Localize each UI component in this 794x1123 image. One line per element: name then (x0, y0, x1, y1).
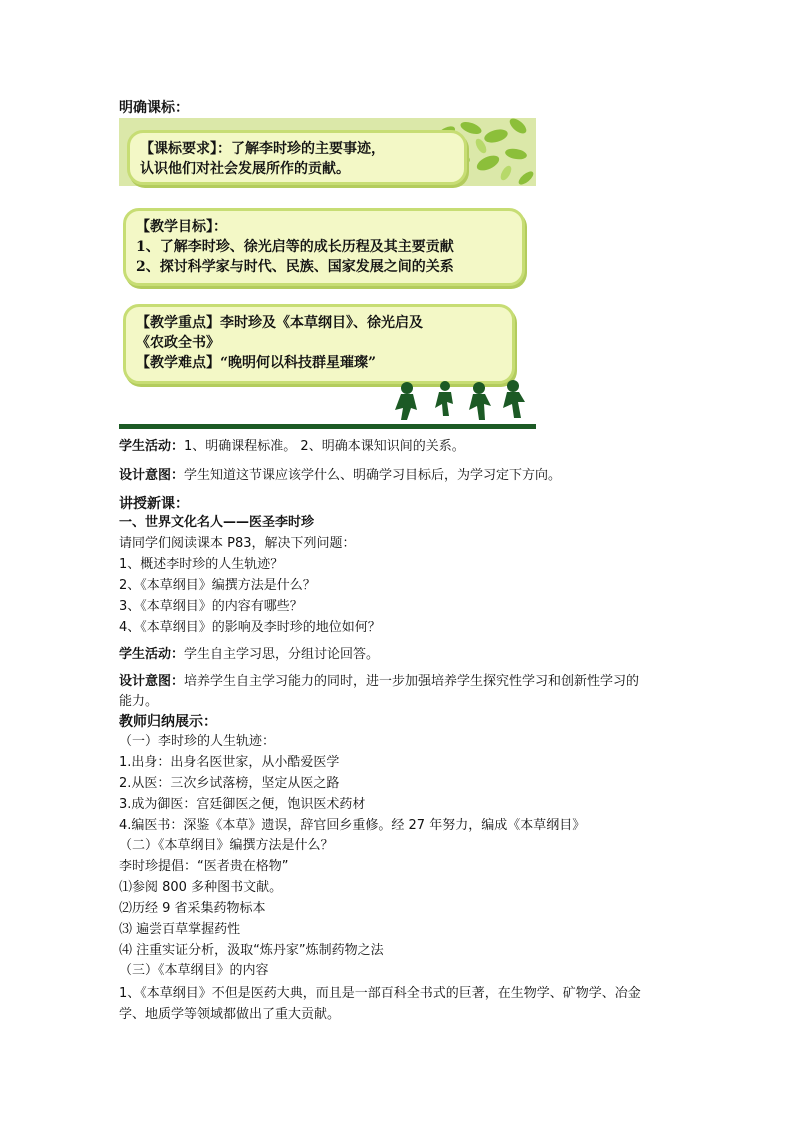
key-points-line-2: 《农政全书》 (136, 335, 220, 351)
requirement-line-2: 认识他们对社会发展所作的贡献。 (140, 161, 350, 177)
key-points-box (123, 304, 515, 384)
student-activity-text: 1、明确课程标准。 2、明确本课知识间的关系。 (184, 439, 465, 454)
content-line-1: 1、《本草纲目》不但是医药大典，而且是一部百科全书式的巨著，在生物学、矿物学、冶金 (119, 986, 641, 1001)
curriculum-requirement-box (127, 130, 467, 185)
question-2: 2、《本草纲目》编撰方法是什么？ (119, 578, 316, 593)
student-activity-2 (119, 646, 379, 664)
method-item-1: ⑴参阅 800 多种图书文献。 (119, 880, 283, 895)
key-points-line-3: 【教学难点】“晚明何以科技群星璀璨” (136, 355, 377, 371)
question-4: 4、《本草纲目》的影响及李时珍的地位如何？ (119, 620, 381, 635)
method-item-3: ⑶ 遍尝百草掌握药性 (119, 922, 241, 937)
life-item-2: 2.从医：三次乡试落榜，坚定从医之路 (119, 776, 340, 791)
children-silhouettes-icon (387, 380, 532, 422)
design-intent-2 (119, 673, 639, 691)
student-activity-1 (119, 438, 465, 456)
teacher-summary-heading: 教师归纳展示： (119, 714, 217, 730)
question-1: 1、概述李时珍的人生轨迹？ (119, 557, 284, 572)
new-lesson-heading: 讲授新课： (119, 496, 189, 512)
part-1-heading: （一）李时珍的人生轨迹： (119, 734, 276, 749)
key-points-line-1: 【教学重点】李时珍及《本草纲目》、徐光启及 (136, 315, 423, 331)
design-intent-text: 培养学生自主学习能力的同时，进一步加强培养学生探究性学习和创新性学习的 (184, 674, 640, 689)
design-intent-2-continued: 能力。 (119, 694, 159, 709)
goals-line-3: 2、探讨科学家与时代、民族、国家发展之间的关系 (136, 259, 454, 275)
life-item-3: 3.成为御医：宫廷御医之便，饱识医术药材 (119, 797, 366, 812)
student-activity-text: 学生自主学习思，分组讨论回答。 (184, 647, 380, 662)
requirement-line-1: 【课标要求】：了解李时珍的主要事迹， (140, 141, 385, 157)
part-3-heading: （三）《本草纲目》的内容 (119, 963, 269, 978)
method-item-4: ⑷ 注重实证分析，汲取“炼丹家”炼制药物之法 (119, 943, 384, 958)
design-intent-label: 设计意图： (119, 674, 185, 689)
life-item-1: 1.出身：出身名医世家，从小酷爱医学 (119, 755, 340, 770)
design-intent-label: 设计意图： (119, 468, 185, 483)
life-item-4: 4.编医书：深鉴《本草》遗误，辞官回乡重修。经 27 年努力，编成《本草纲目》 (119, 818, 586, 833)
goals-line-2: 1、了解李时珍、徐光启等的成长历程及其主要贡献 (136, 239, 454, 255)
method-quote: 李时珍提倡：“医者贵在格物” (119, 859, 289, 874)
reading-instruction: 请同学们阅读课本 P83，解决下列问题： (119, 536, 356, 551)
design-intent-text: 学生知道这节课应该学什么、明确学习目标后，为学习定下方向。 (184, 468, 562, 483)
design-intent-1 (119, 467, 561, 485)
student-activity-label: 学生活动： (119, 647, 185, 662)
course-standards-banner (119, 118, 536, 429)
content-line-2: 学、地质学等领域都做出了重大贡献。 (119, 1007, 341, 1022)
part-2-heading: （二）《本草纲目》编撰方法是什么？ (119, 838, 334, 853)
section-one-title: 一、世界文化名人——医圣李时珍 (119, 515, 315, 530)
teaching-goals-box (123, 208, 525, 286)
student-activity-label: 学生活动： (119, 439, 185, 454)
banner-bottom-rule (119, 424, 536, 429)
goals-line-1: 【教学目标】： (136, 219, 227, 235)
method-item-2: ⑵历经 9 省采集药物标本 (119, 901, 266, 916)
section-heading-standards: 明确课标： (119, 100, 189, 116)
question-3: 3、《本草纲目》的内容有哪些？ (119, 599, 303, 614)
